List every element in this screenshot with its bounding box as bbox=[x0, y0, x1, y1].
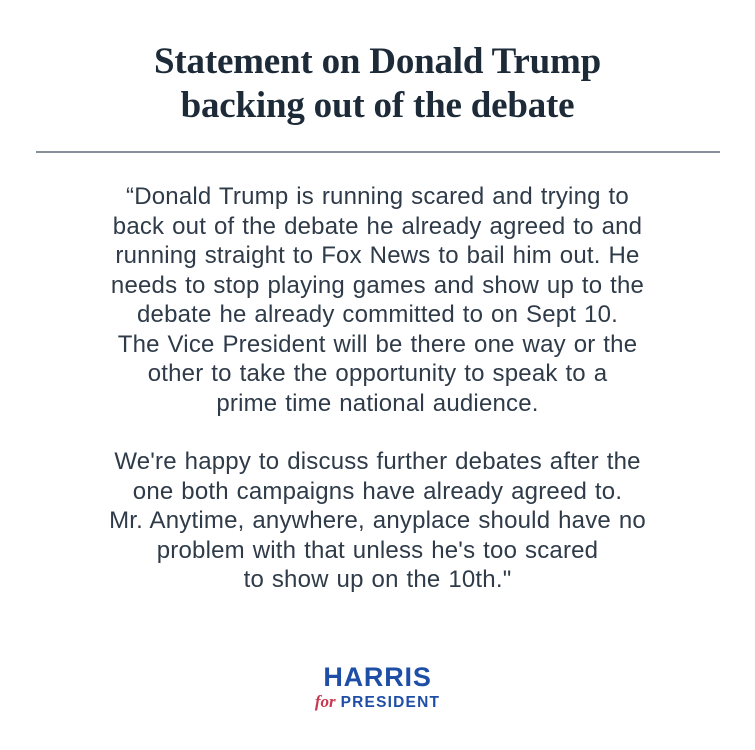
logo-harris-wordmark: HARRIS bbox=[323, 661, 432, 692]
logo-president-word: PRESIDENT bbox=[340, 693, 441, 711]
logo-subline bbox=[315, 693, 440, 711]
harris-for-president-logo bbox=[314, 661, 441, 711]
logo-for-word: for bbox=[314, 691, 336, 711]
statement-paragraph-1: “Donald Trump is running scared and trying to back out of the debate he already agreed to and running straight to Fox News to bail him out. He needs to stop playing games and show up to the debate he already committed to on Sept 10. The Vice President will be there one way or the other to take the opportunity to speak to a prime time national audience. bbox=[110, 183, 645, 417]
statement-body bbox=[109, 153, 646, 595]
statement-title: Statement on Donald Trump backing out of the debate bbox=[154, 41, 601, 126]
statement-paragraph-2: We're happy to discuss further debates after the one both campaigns have already agreed to. Mr. Anytime, anywhere, anyplace should have no problem with that unless he's too scared to show up on the 10th." bbox=[109, 448, 646, 593]
